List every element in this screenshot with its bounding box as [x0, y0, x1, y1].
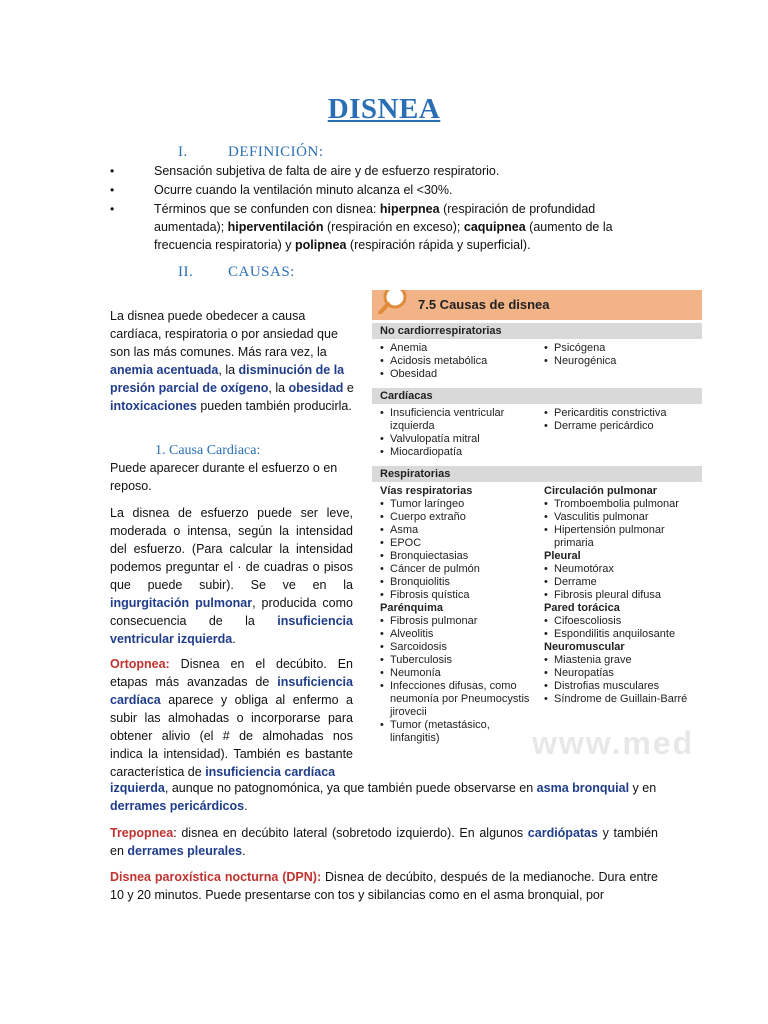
table-title: 7.5 Causas de disnea [418, 297, 550, 312]
highlight-term: anemia acentuada [110, 363, 219, 377]
text-run: Disnea de decúbito, después de la medianoche. Dura entre 10 y 20 minutos. Puede presentarse con tos y sibilancias como en el asma bronquial, por [110, 870, 658, 902]
table-item: • Anemia [380, 342, 540, 355]
term-bold: polipnea [295, 238, 347, 252]
table-item: • Insuficiencia ventricular izquierda [380, 407, 525, 433]
term-bold: caquipnea [463, 220, 526, 234]
text-run: , la [268, 381, 289, 395]
text-run: . [244, 799, 248, 813]
term-red: Trepopnea [110, 826, 174, 840]
table-subheader: Parénquima [380, 602, 443, 614]
table-column [544, 342, 699, 368]
highlight-term: intoxicaciones [110, 399, 197, 413]
cardiac-paragraph-2 [110, 504, 353, 648]
cardiac-paragraph-1: Puede aparecer durante el esfuerzo o en reposo. [110, 461, 338, 493]
table-item: • Cifoescoliosis [544, 615, 699, 628]
table-item: • Derrame pericárdico [544, 420, 699, 433]
term-bold: hiperventilación [227, 220, 324, 234]
text-run: , la [218, 363, 239, 377]
ortopnea-paragraph [110, 655, 353, 781]
table-column [380, 342, 540, 381]
highlight-term: obesidad [288, 381, 344, 395]
table-item: • Acidosis metabólica [380, 355, 540, 368]
table-item: • Fibrosis pleural difusa [544, 589, 699, 602]
list-item [110, 181, 650, 199]
term-red: Ortopnea: [110, 657, 170, 671]
highlight-term: ingurgitación pulmonar [110, 596, 253, 610]
highlight-term: insuficiencia cardíaca [110, 675, 353, 707]
table-item: • Miocardiopatía [380, 446, 525, 459]
section-heading-definicion [178, 143, 324, 161]
table-item: • Obesidad [380, 368, 540, 381]
table-subheader: Pared torácica [544, 602, 620, 614]
table-item: • Neumotórax [544, 563, 699, 576]
table-item: • Vasculitis pulmonar [544, 511, 699, 524]
table-subheader: Pleural [544, 550, 581, 562]
bullet-text: Ocurre cuando la ventilación minuto alcanza el <30%. [154, 183, 453, 197]
text-run: Disnea en el decúbito. En etapas más avanzadas de [110, 657, 353, 689]
section-label: DEFINICIÓN: [228, 144, 324, 160]
text-run: . [242, 844, 246, 858]
table-item: • Sarcoidosis [380, 641, 540, 654]
causes-intro-paragraph [110, 307, 355, 415]
text-run: e [343, 381, 354, 395]
term-red: Disnea paroxística nocturna (DPN): [110, 870, 322, 884]
table-subheader: Neuromuscular [544, 641, 625, 653]
list-item [110, 200, 650, 254]
table-section-header: Respiratorias [372, 466, 702, 482]
magnifier-icon [378, 290, 408, 314]
highlight-term: insuficiencia cardíaca [205, 765, 336, 779]
highlight-term: disminución de la presión parcial de oxígeno [110, 363, 345, 395]
table-item: • Hipertensión pulmonar primaria [544, 524, 699, 550]
table-item: • Tromboembolia pulmonar [544, 498, 699, 511]
table-subheader: Circulación pulmonar [544, 485, 658, 497]
table-item: • Tumor laríngeo [380, 498, 540, 511]
table-section-header: No cardiorrespiratorias [372, 323, 702, 339]
table-item: • Espondilitis anquilosante [544, 628, 699, 641]
text-run: aparece y obliga al enfermo a subir las almohadas o incorporarse para obtener alivio (el # de almohadas nos indica la intensidad). También es bastante característica de [110, 693, 353, 779]
table-item: • Neuropatías [544, 667, 699, 680]
text-run: , aunque no patognomónica, ya que también puede observarse en [164, 781, 537, 795]
bullet-text: (respiración de profundidad aumentada); [154, 202, 596, 234]
highlight-term: insuficiencia ventricular izquierda [110, 614, 353, 646]
table-item: • Valvulopatía mitral [380, 433, 525, 446]
table-column [380, 485, 540, 745]
highlight-term: cardiópatas [527, 826, 598, 840]
table-item: • Cuerpo extraño [380, 511, 540, 524]
table-item: • Miastenia grave [544, 654, 699, 667]
table-item: • Infecciones difusas, como neumonía por Pneumocystis jirovecii [380, 680, 540, 719]
text-run: , producida como consecuencia de la [110, 596, 353, 628]
text-run: La disnea de esfuerzo puede ser leve, moderada o intensa, según la intensidad del esfuerzo. (Para calcular la intensidad podemos preguntar el · de cuadras o pisos que puede subir). Se ve en la [110, 506, 353, 592]
table-item: • Asma [380, 524, 540, 537]
page-title: DISNEA [327, 93, 441, 125]
dpn-paragraph [110, 868, 658, 904]
ortopnea-continuation [110, 779, 658, 815]
text-run: pueden también producirla. [196, 399, 352, 413]
table-item: • Fibrosis pulmonar [380, 615, 540, 628]
table-item: • Psicógena [544, 342, 699, 355]
table-item: • Pericarditis constrictiva [544, 407, 699, 420]
highlight-term: derrames pericárdicos [110, 799, 245, 813]
subsection-heading: 1. Causa Cardiaca: [155, 443, 261, 458]
table-item: • Neurogénica [544, 355, 699, 368]
table-column [544, 485, 699, 706]
text-run: : disnea en decúbito lateral (sobretodo izquierdo). En algunos [173, 826, 528, 840]
bullet-text: (aumento de la frecuencia respiratoria) y [154, 220, 613, 252]
table-item: • Tuberculosis [380, 654, 540, 667]
causes-table-figure [372, 290, 702, 762]
table-item: • Derrame [544, 576, 699, 589]
table-item: • Neumonía [380, 667, 540, 680]
section-number: I. [178, 144, 188, 160]
section-heading-causas [178, 263, 295, 281]
definition-list [110, 162, 650, 255]
bullet-text: Sensación subjetiva de falta de aire y de esfuerzo respiratorio. [154, 164, 500, 178]
table-item: • EPOC [380, 537, 540, 550]
table-item: • Fibrosis quística [380, 589, 540, 602]
table-item: • Tumor (metastásico, linfangitis) [380, 719, 540, 745]
highlight-term: asma bronquial [536, 781, 630, 795]
text-run: . [232, 632, 236, 646]
list-item [110, 162, 650, 180]
table-column [380, 407, 525, 459]
table-item: • Alveolitis [380, 628, 540, 641]
bullet-text: Términos que se confunden con disnea: [154, 202, 380, 216]
table-item: • Bronquiectasias [380, 550, 540, 563]
table-section-header: Cardíacas [372, 388, 702, 404]
table-item: • Distrofias musculares [544, 680, 699, 693]
text-run: La disnea puede obedecer a causa cardíaca, respiratoria o por ansiedad que son las más comunes. Más rara vez, la [110, 309, 338, 359]
highlight-term: izquierda [110, 781, 165, 795]
watermark: www.med [532, 725, 695, 761]
section-number: II. [178, 264, 194, 280]
term-bold: hiperpnea [379, 202, 440, 216]
table-item: • Bronquiolitis [380, 576, 540, 589]
bullet-text: (respiración rápida y superficial). [346, 238, 531, 252]
bullet-text: (respiración en exceso); [323, 220, 464, 234]
text-run: y en [629, 781, 657, 795]
trepopnea-paragraph [110, 824, 658, 860]
table-column [544, 407, 699, 433]
table-subheader: Vías respiratorias [380, 485, 473, 497]
section-label: CAUSAS: [228, 264, 295, 280]
table-item: • Síndrome de Guillain-Barré [544, 693, 699, 706]
text-run: y también en [110, 826, 658, 858]
highlight-term: derrames pleurales [127, 844, 243, 858]
table-item: • Cáncer de pulmón [380, 563, 540, 576]
